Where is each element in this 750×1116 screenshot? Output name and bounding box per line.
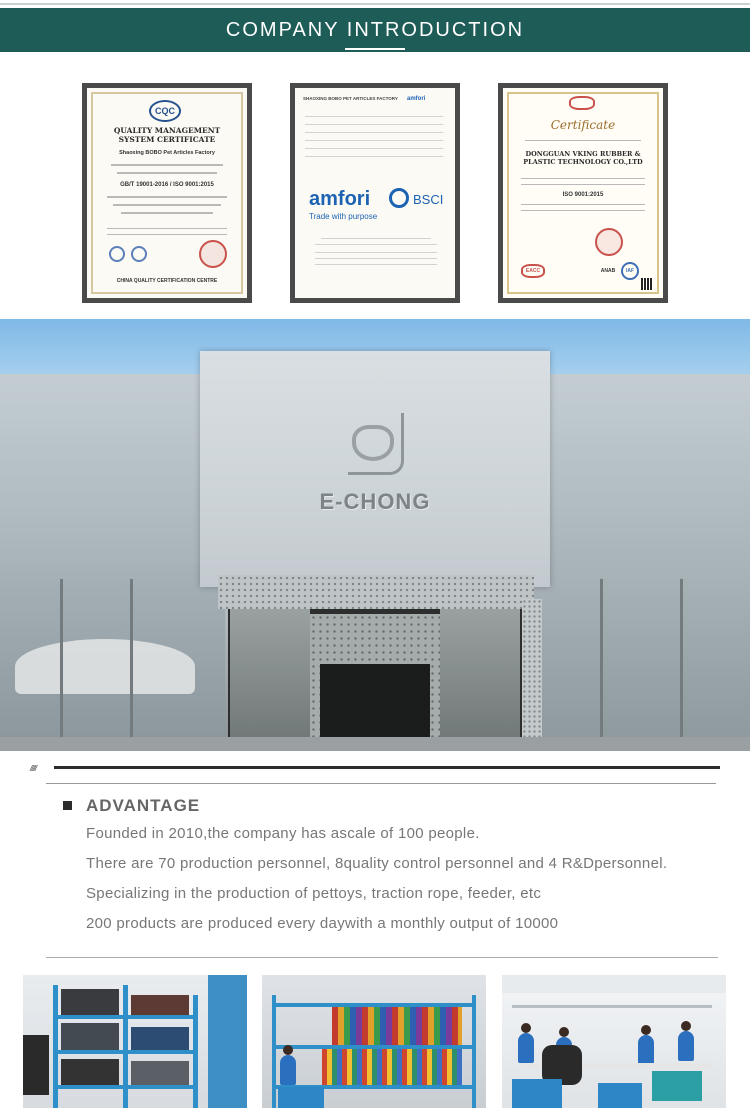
text-line [521,184,645,185]
section-title: COMPANY INTRODUCTION [225,19,525,41]
product-stack [131,1027,189,1050]
certificate-amfori-paper [295,88,455,298]
worker [518,1033,534,1063]
qr-code-icon [641,278,653,290]
divider-thick [54,766,720,769]
iaf-logo: IAF [621,262,639,280]
production-floor-photo [502,975,726,1108]
divider-slashes: ///// [30,764,37,773]
door-glass-right [440,609,520,751]
divider-thin [46,783,716,784]
text-line [121,212,213,214]
iaf-seal-icon [109,246,125,262]
worker-head [559,1027,569,1037]
advantage-line: Founded in 2010,the company has ascale of 100 people. [86,825,480,842]
worker [678,1031,694,1061]
product-stack [61,989,119,1015]
certificate-company: DONGGUAN VKING RUBBER & PLASTIC TECHNOLOGY CO.,LTD [523,150,643,166]
factory-photo [0,319,750,751]
text-line [111,164,223,166]
hanging-leashes [332,1007,462,1045]
eacc-logo: EACC [521,264,545,278]
storage-photo [262,975,486,1108]
certificate-standard: ISO 9001:2015 [562,192,604,198]
worker-head [681,1021,691,1031]
certificate-cqc[interactable] [82,83,252,303]
blue-cabinet [208,975,247,1108]
square-bullet-icon [63,801,72,810]
factory-sign-text: E-CHONG [319,489,431,514]
text-line [315,244,437,245]
worker [280,1055,296,1085]
perforated-canopy [218,575,534,609]
product-stack [61,1059,119,1085]
text-line [117,172,217,174]
blue-crate [512,1079,562,1108]
table-line [305,116,443,117]
table-line [305,148,443,149]
text-line [315,258,437,259]
worker-head [521,1023,531,1033]
red-stamp-icon [595,228,623,256]
light-rail [512,1005,712,1008]
awning [15,639,195,694]
blue-crate [278,1087,324,1108]
worker-head [641,1025,651,1035]
section-header [0,8,750,52]
certificate-company: SHAOXING BOBO PET ARTICLES FACTORY [303,96,398,101]
text-line [113,204,221,206]
text-line [521,178,645,179]
amfori-small-logo: amfori [407,96,426,102]
text-line [315,264,437,265]
cqc-logo: CQC [149,100,181,122]
fabric-pile [652,1071,702,1101]
text-line [107,234,227,235]
worker-head [283,1045,293,1055]
advantage-line: Specializing in the production of pettoys, traction rope, feeder, etc [86,885,542,902]
window-mullion [600,579,603,751]
amfori-tagline: Trade with purpose [309,212,378,221]
window-mullion [60,579,63,751]
bsci-label: BSCI [413,192,444,207]
wall-sign [23,1035,49,1095]
advantage-title: ADVANTAGE [86,796,201,815]
amfori-logo: amfori [309,188,371,210]
product-stack [131,995,189,1015]
blue-crate [598,1083,642,1108]
product-stack [131,1061,189,1085]
window-mullion [680,579,683,751]
red-stamp-icon [199,240,227,268]
product-stack [61,1023,119,1050]
anab-logo: ANAB [600,268,616,274]
table-line [305,124,443,125]
ground [0,737,750,751]
cnas-seal-icon [131,246,147,262]
rack-shelf [53,1015,198,1019]
text-line [521,204,645,205]
table-line [305,140,443,141]
table-line [305,132,443,133]
eacc-emblem-icon [569,96,595,110]
bsci-circle-icon [389,188,409,208]
certificate-title: Certificate [550,118,616,132]
warehouse-photo [23,975,247,1108]
certificate-eacc[interactable] [498,83,668,303]
rack-post [272,995,276,1108]
certificate-title: QUALITY MANAGEMENT SYSTEM CERTIFICATE [113,126,221,144]
text-line [107,196,227,198]
rack-shelf [53,1085,198,1089]
certificate-standard: GB/T 19001-2016 / ISO 9001:2015 [120,182,214,188]
certificate-cqc-paper [87,88,247,298]
perforated-pillar [522,599,542,751]
table-line [305,156,443,157]
certificate-issuer: CHINA QUALITY CERTIFICATION CENTRE [116,278,218,284]
hanging-leashes [322,1049,462,1085]
window-mullion [130,579,133,751]
advantage-rule [46,957,718,958]
advantage-line: There are 70 production personnel, 8quality control personnel and 4 R&Dpersonnel. [86,855,668,872]
rack-post [123,985,128,1108]
text-line [315,252,437,253]
certificate-company: Shaoxing BOBO Pet Articles Factory [119,150,215,156]
advantage-line: 200 products are produced every daywith a monthly output of 10000 [86,915,559,932]
text-line [525,140,641,141]
certificate-amfori-bsci[interactable] [290,83,460,303]
top-rule [0,3,750,5]
text-line [521,210,645,211]
rack-post [472,995,476,1108]
text-line [321,238,431,239]
echong-logo-icon [348,413,404,475]
factory-wall-right [525,564,750,751]
certificate-eacc-paper [503,88,663,298]
rack-shelf [53,1050,198,1054]
text-line [107,228,227,229]
title-underline [345,48,405,50]
door-glass-left [230,609,310,751]
rack-post [53,985,58,1108]
ceiling [502,975,726,993]
worker [638,1035,654,1065]
